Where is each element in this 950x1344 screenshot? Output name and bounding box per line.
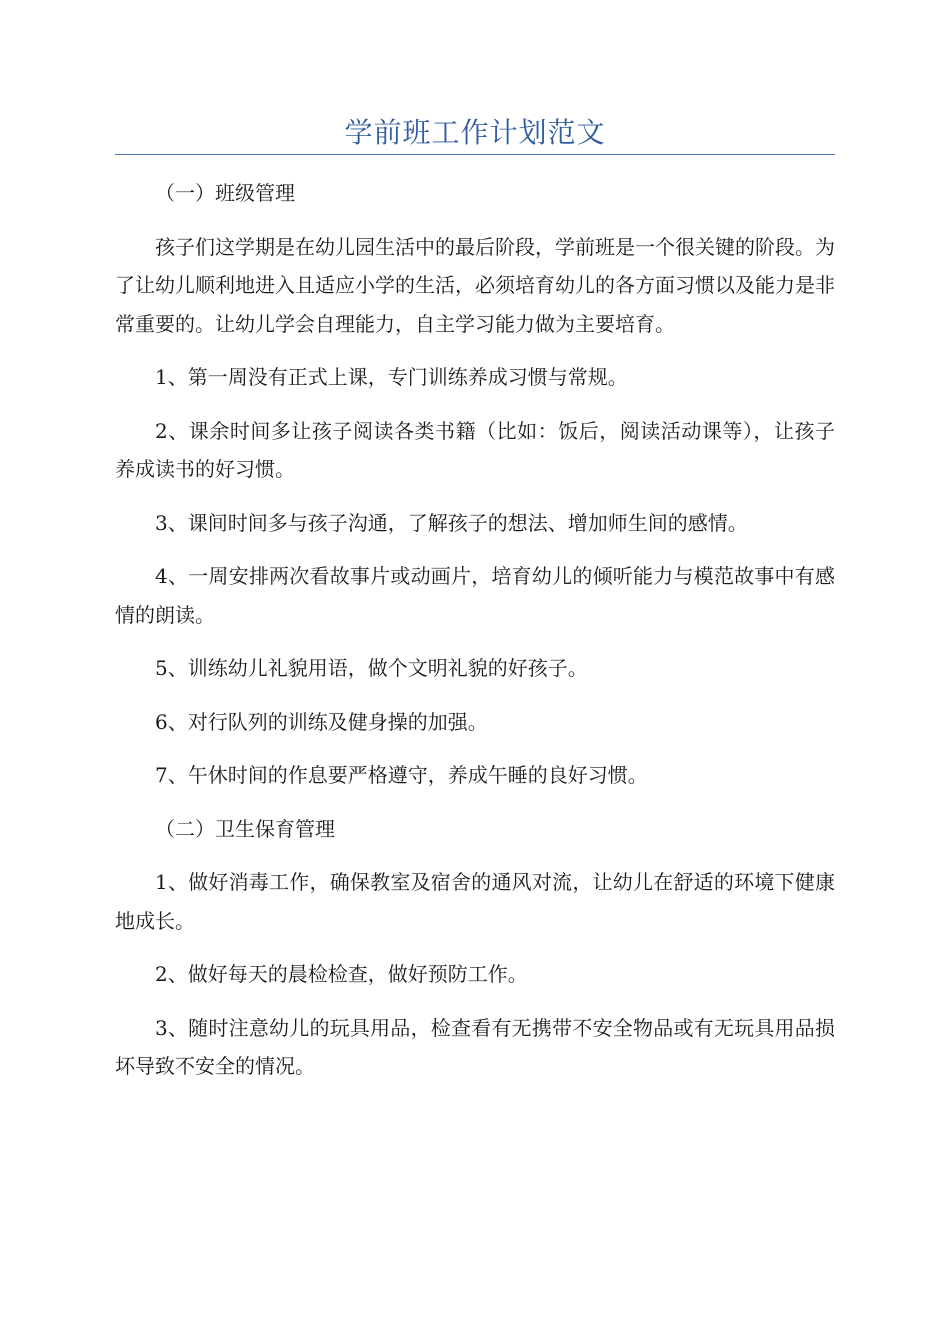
list-item: 2、课余时间多让孩子阅读各类书籍（比如：饭后，阅读活动课等），让孩子养成读书的好习惯。 bbox=[115, 418, 835, 481]
list-item: 5、训练幼儿礼貌用语，做个文明礼貌的好孩子。 bbox=[155, 656, 588, 680]
document-title: 学前班工作计划范文 bbox=[344, 116, 606, 149]
list-item: 4、一周安排两次看故事片或动画片，培育幼儿的倾听能力与模范故事中有感情的朗读。 bbox=[115, 564, 835, 627]
list-item: 1、第一周没有正式上课，专门训练养成习惯与常规。 bbox=[155, 365, 628, 389]
title-underline bbox=[115, 154, 835, 155]
section-heading-hygiene-care: （二）卫生保育管理 bbox=[155, 816, 335, 841]
intro-paragraph: 孩子们这学期是在幼儿园生活中的最后阶段，学前班是一个很关键的阶段。为了让幼儿顺利地进入且适应小学的生活，必须培育幼儿的各方面习惯以及能力是非常重要的。让幼儿学会自理能力，自主学习能力做为主要培育。 bbox=[115, 234, 835, 336]
list-item: 3、随时注意幼儿的玩具用品，检查看有无携带不安全物品或有无玩具用品损坏导致不安全的情况。 bbox=[115, 1015, 835, 1078]
list-item: 3、课间时间多与孩子沟通，了解孩子的想法、增加师生间的感情。 bbox=[155, 510, 748, 535]
list-item: 2、做好每天的晨检检查，做好预防工作。 bbox=[155, 962, 528, 986]
document-body bbox=[115, 174, 835, 1101]
list-item: 1、做好消毒工作，确保教室及宿舍的通风对流，让幼儿在舒适的环境下健康地成长。 bbox=[115, 870, 835, 933]
list-item: 7、午休时间的作息要严格遵守，养成午睡的良好习惯。 bbox=[155, 763, 648, 787]
section-heading-class-management: （一）班级管理 bbox=[155, 181, 295, 205]
list-item: 6、对行队列的训练及健身操的加强。 bbox=[155, 709, 488, 734]
